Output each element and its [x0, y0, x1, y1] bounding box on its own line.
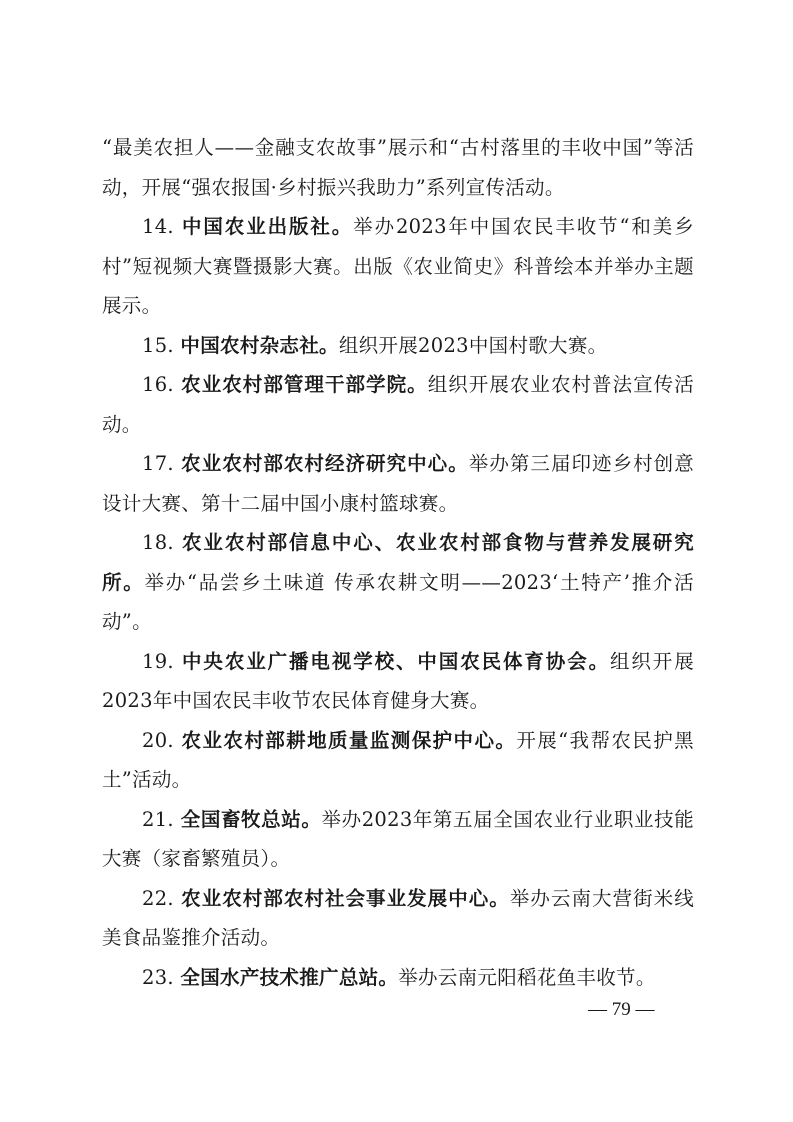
item-text: 举办第三届印迹乡村创意设计大赛、第十二届中国小康村篮球赛。 [102, 452, 695, 515]
item-number: 20. [142, 728, 174, 752]
item-number: 18. [142, 531, 174, 554]
item-organization: 中央农业广播电视学校、中国农民体育协会。 [182, 649, 610, 673]
list-item [102, 879, 694, 958]
list-item [102, 523, 694, 642]
item-number: 14. [142, 215, 174, 238]
item-organization: 中国农村杂志社。 [180, 333, 339, 357]
item-number: 22. [142, 886, 174, 910]
item-organization: 农业农村部农村经济研究中心。 [181, 452, 469, 475]
item-number: 23. [142, 965, 174, 989]
list-item [102, 958, 694, 998]
list-item [102, 721, 694, 800]
item-number: 19. [142, 649, 174, 673]
list-item [102, 326, 694, 366]
item-organization: 农业农村部管理干部学院。 [181, 373, 428, 396]
list-item [102, 800, 694, 879]
item-number: 16. [142, 373, 174, 396]
body-text [102, 128, 694, 997]
item-organization: 农业农村部信息中心、农业农村部食物与营养发展研究所。 [102, 531, 695, 594]
list-item [102, 642, 694, 721]
item-text: 举办2023年第五届全国农业行业职业技能大赛（家畜繁殖员）。 [102, 807, 694, 870]
item-organization: 全国畜牧总站。 [180, 807, 322, 831]
page-number: — 79 — [588, 999, 655, 1020]
item-organization: 中国农业出版社。 [182, 215, 354, 238]
item-number: 17. [142, 452, 174, 475]
item-number: 15. [142, 333, 174, 357]
item-text: 开展“我帮农民护黑土”活动。 [102, 728, 694, 791]
intro-paragraph [102, 128, 694, 207]
item-text: 举办“品尝乡土味道 传承农耕文明——2023‘土特产’推介活动”。 [102, 570, 694, 633]
item-organization: 农业农村部农村社会事业发展中心。 [181, 886, 510, 910]
item-text: 举办云南大营街米线美食品鉴推介活动。 [102, 886, 694, 949]
intro-text: “最美农担人——金融支农故事”展示和“古村落里的丰收中国”等活动，开展“强农报国·乡村振兴我助力”系列宣传活动。 [102, 136, 694, 199]
item-text: 举办2023年中国农民丰收节“和美乡村”短视频大赛暨摄影大赛。出版《农业简史》科普绘本并举办主题展示。 [102, 215, 694, 317]
item-text: 组织开展农业农村普法宣传活动。 [102, 373, 694, 436]
item-text: 举办云南元阳稻花鱼丰收节。 [398, 965, 656, 989]
list-item [102, 365, 694, 444]
item-organization: 全国水产技术推广总站。 [180, 965, 399, 989]
item-number: 21. [142, 807, 174, 831]
item-text: 组织开展2023年中国农民丰收节农民体育健身大赛。 [102, 649, 694, 712]
item-text: 组织开展2023中国村歌大赛。 [338, 333, 608, 357]
list-item [102, 207, 694, 326]
item-organization: 农业农村部耕地质量监测保护中心。 [181, 728, 517, 752]
list-item [102, 444, 694, 523]
